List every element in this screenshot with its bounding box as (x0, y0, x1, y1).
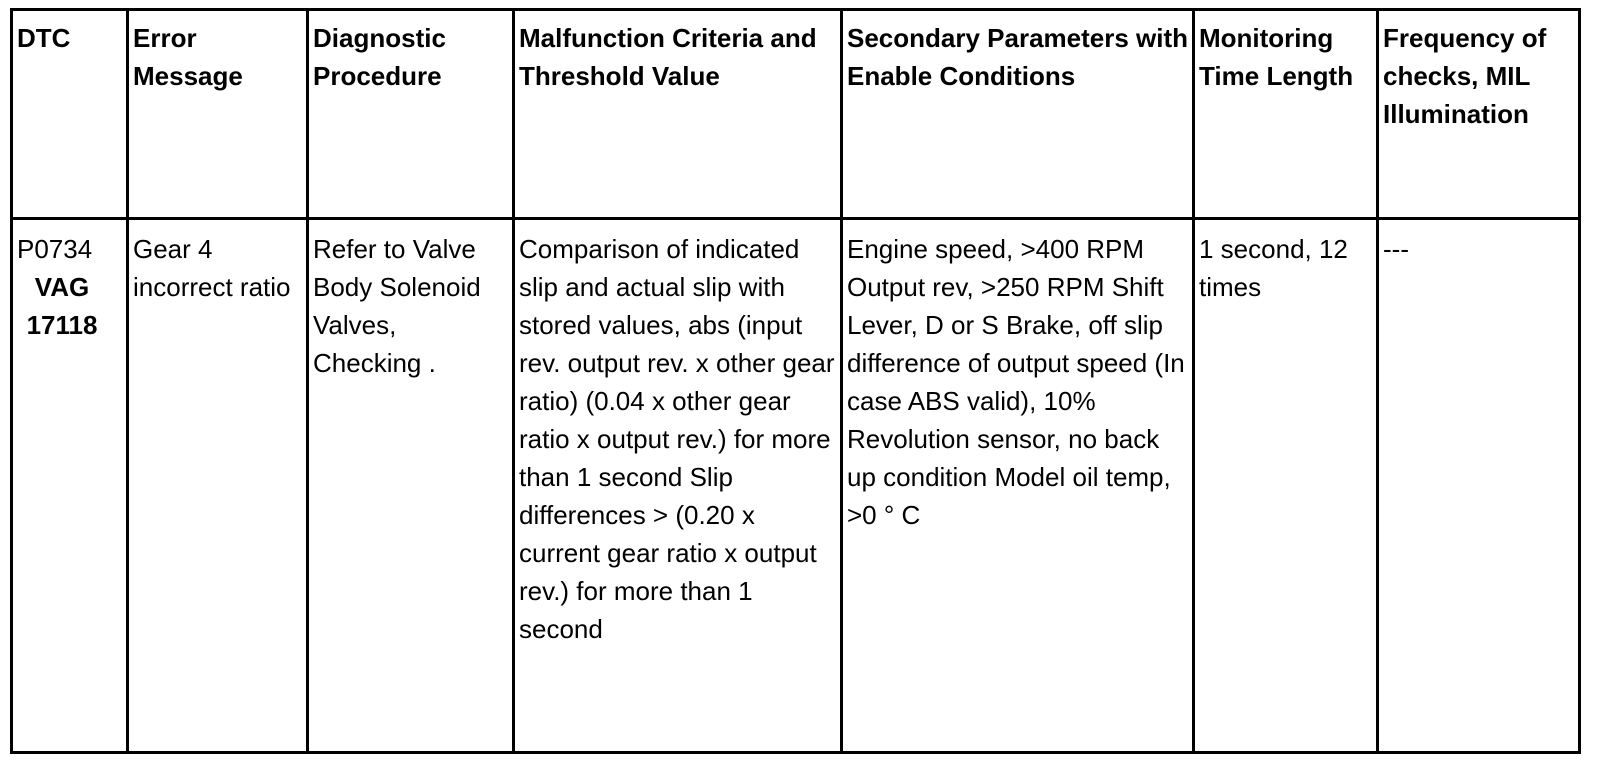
header-frequency-mil: Frequency of checks, MIL Illumination (1378, 10, 1580, 219)
header-row (12, 10, 1580, 219)
cell-frequency-mil: --- (1378, 219, 1580, 753)
cell-malfunction-criteria: Comparison of indicated slip and actual slip with stored values, abs (input rev. output rev. x other gear ratio) (0.04 x other gear ratio x output rev.) for more than 1 second Slip differences > (0.20 x current gear ratio x output rev.) for more than 1 second (514, 219, 842, 753)
cell-diagnostic-procedure: Refer to Valve Body Solenoid Valves, Checking . (308, 219, 514, 753)
header-error-message: Error Message (128, 10, 308, 219)
dtc-code: P0734 (17, 234, 93, 264)
header-diagnostic-procedure: Diagnostic Procedure (308, 10, 514, 219)
table-row (12, 219, 1580, 753)
header-secondary-parameters: Secondary Parameters with Enable Conditions (842, 10, 1194, 219)
cell-secondary-parameters: Engine speed, >400 RPM Output rev, >250 RPM Shift Lever, D or S Brake, off slip difference of output speed (In case ABS valid), 10% Revolution sensor, no back up condition Model oil temp, >0 ° C (842, 219, 1194, 753)
header-monitoring-time: Monitoring Time Length (1194, 10, 1378, 219)
cell-dtc (12, 219, 128, 753)
dtc-vag-number: 17118 (26, 310, 98, 340)
table-header (12, 10, 1580, 219)
header-malfunction-criteria: Malfunction Criteria and Threshold Value (514, 10, 842, 219)
cell-error-message: Gear 4 incorrect ratio (128, 219, 308, 753)
cell-monitoring-time: 1 second, 12 times (1194, 219, 1378, 753)
table-body (12, 219, 1580, 753)
dtc-vag-label: VAG (34, 272, 90, 302)
header-dtc: DTC (12, 10, 128, 219)
dtc-table (10, 8, 1581, 754)
